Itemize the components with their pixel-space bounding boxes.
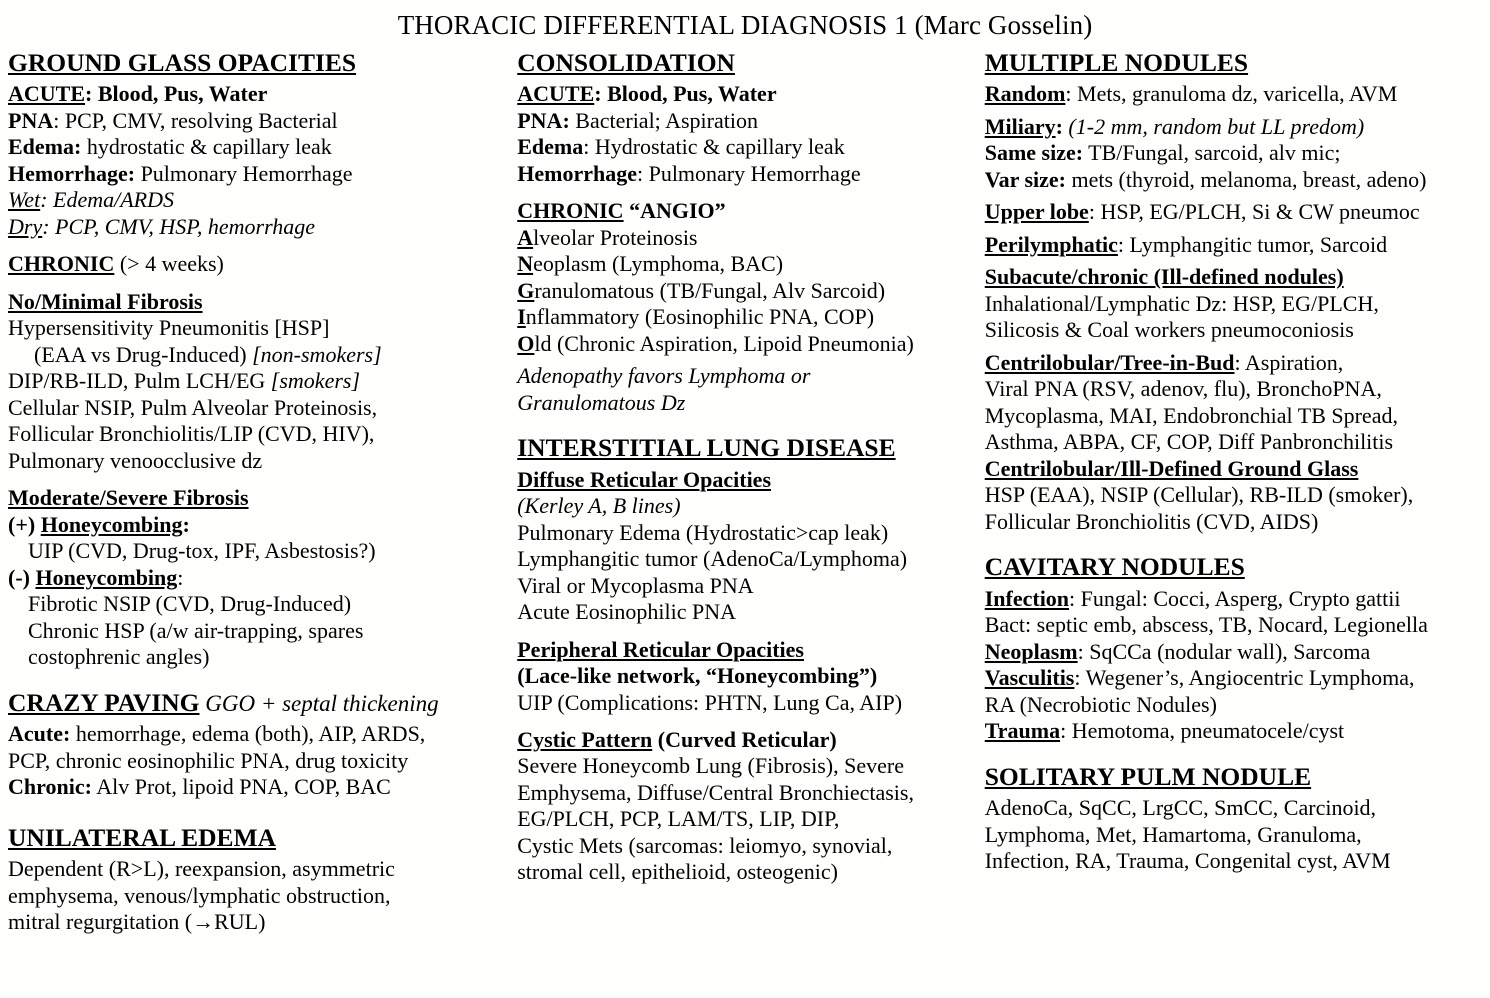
nodules-same-size-line: Same size: TB/Fungal, sarcoid, alv mic; xyxy=(984,140,1341,166)
spacer xyxy=(517,416,978,433)
consolidation-chronic-angio-heading: CHRONIC “ANGIO” xyxy=(517,198,726,224)
cavitary-vasculitis-line2: RA (Necrobiotic Nodules) xyxy=(984,691,1217,717)
centrilobular-tib-detail: Asthma, ABPA, CF, COP, Diff Panbronchilitis xyxy=(984,429,1394,455)
crazy-paving-chronic-line: Chronic: Alv Prot, lipoid PNA, COP, BAC xyxy=(8,774,391,800)
crazy-paving-acute-line: Acute: hemorrhage, edema (both), AIP, ARDS, xyxy=(8,721,426,747)
ggo-chronic-line: CHRONIC (> 4 weeks) xyxy=(8,251,224,277)
solitary-nodule-line: Lymphoma, Met, Hamartoma, Granuloma, xyxy=(984,821,1362,847)
nodules-miliary-line: Miliary: (1-2 mm, random but LL predom) xyxy=(984,113,1365,139)
adenopathy-note-line: Granulomatous Dz xyxy=(517,389,686,415)
spacer xyxy=(8,240,513,251)
section-heading-crazy-paving: CRAZY PAVING GGO + septal thickening xyxy=(8,687,439,717)
cystic-pattern-line: EG/PLCH, PCP, LAM/TS, LIP, DIP, xyxy=(517,806,840,832)
cavitary-vasculitis-line: Vasculitis: Wegener’s, Angiocentric Lymphoma, xyxy=(984,665,1415,691)
spacer xyxy=(8,801,513,823)
crazy-paving-acute-line2: PCP, chronic eosinophilic PNA, drug toxicity xyxy=(8,747,409,773)
angio-item: Inflammatory (Eosinophilic PNA, COP) xyxy=(517,304,875,330)
cavitary-trauma-line: Trauma: Hemotoma, pneumatocele/cyst xyxy=(984,718,1345,744)
spacer xyxy=(8,474,513,485)
unilateral-edema-line: Dependent (R>L), reexpansion, asymmetric xyxy=(8,856,395,882)
fibrosis-line: Hypersensitivity Pneumonitis [HSP] xyxy=(8,315,330,341)
subheading-centrilobular-ground-glass: Centrilobular/Ill-Defined Ground Glass xyxy=(984,455,1359,481)
spacer xyxy=(517,187,978,198)
section-heading-consolidation: CONSOLIDATION xyxy=(517,47,735,77)
three-column-layout xyxy=(8,48,1482,936)
page-title: THORACIC DIFFERENTIAL DIAGNOSIS 1 (Marc Gosselin) xyxy=(397,10,1093,40)
cystic-pattern-line: Emphysema, Diffuse/Central Bronchiectasis, xyxy=(517,779,914,805)
subheading-peripheral-reticular-opacities: Peripheral Reticular Opacities xyxy=(517,636,804,662)
diffuse-reticular-line: Viral or Mycoplasma PNA xyxy=(517,572,754,598)
honeycombing-positive-line: (+) Honeycombing: xyxy=(8,511,190,537)
section-heading-cavitary-nodules: CAVITARY NODULES xyxy=(984,552,1245,582)
adenopathy-note-line: Adenopathy favors Lymphoma or xyxy=(517,363,811,389)
subheading-diffuse-reticular-opacities: Diffuse Reticular Opacities xyxy=(517,466,772,492)
honeycombing-negative-detail: costophrenic angles) xyxy=(28,644,210,670)
cystic-pattern-line: Severe Honeycomb Lung (Fibrosis), Severe xyxy=(517,753,904,779)
spacer xyxy=(985,745,1482,762)
spacer xyxy=(8,278,513,289)
section-heading-solitary-pulm-nodule: SOLITARY PULM NODULE xyxy=(984,761,1312,791)
cavitary-neoplasm-line: Neoplasm: SqCCa (nodular wall), Sarcoma xyxy=(984,638,1371,664)
subheading-subacute-chronic: Subacute/chronic (Ill-defined nodules) xyxy=(984,264,1344,290)
section-heading-ground-glass-opacities: GROUND GLASS OPACITIES xyxy=(8,47,357,77)
nodules-perilymphatic-line: Perilymphatic: Lymphangitic tumor, Sarcoid xyxy=(984,231,1388,257)
nodules-upper-lobe-line: Upper lobe: HSP, EG/PLCH, Si & CW pneumoc xyxy=(984,199,1420,225)
peripheral-reticular-subtitle: (Lace-like network, “Honeycombing”) xyxy=(517,663,878,689)
centrilobular-tib-detail: Viral PNA (RSV, adenov, flu), BronchoPNA, xyxy=(984,376,1382,402)
diffuse-reticular-line: Acute Eosinophilic PNA xyxy=(517,599,736,625)
subheading-moderate-severe-fibrosis: Moderate/Severe Fibrosis xyxy=(8,485,249,511)
section-heading-interstitial-lung-disease: INTERSTITIAL LUNG DISEASE xyxy=(517,433,896,463)
spacer xyxy=(985,535,1482,552)
section-heading-multiple-nodules: MULTIPLE NODULES xyxy=(984,47,1249,77)
consolidation-hemorrhage-line: Hemorrhage: Pulmonary Hemorrhage xyxy=(517,160,861,186)
cavitary-bact-line: Bact: septic emb, abscess, TB, Nocard, Legionella xyxy=(984,612,1428,638)
diffuse-reticular-line: Lymphangitic tumor (AdenoCa/Lymphoma) xyxy=(517,546,908,572)
column-consolidation xyxy=(517,48,984,886)
ggo-pna-line: PNA: PCP, CMV, resolving Bacterial xyxy=(8,107,338,133)
column-ground-glass xyxy=(8,48,517,936)
ggo-dry-line: Dry: PCP, CMV, HSP, hemorrhage xyxy=(8,213,315,239)
spacer xyxy=(517,716,978,727)
subheading-cystic-pattern: Cystic Pattern (Curved Reticular) xyxy=(517,727,837,753)
subacute-chronic-line: Silicosis & Coal workers pneumoconiosis xyxy=(984,317,1354,343)
unilateral-edema-line: emphysema, venous/lymphatic obstruction, xyxy=(8,882,391,908)
honeycombing-negative-detail: Fibrotic NSIP (CVD, Drug-Induced) xyxy=(28,591,352,617)
peripheral-reticular-line: UIP (Complications: PHTN, Lung Ca, AIP) xyxy=(517,689,903,715)
honeycombing-negative-line: (-) Honeycombing: xyxy=(8,564,184,590)
honeycombing-negative-detail: Chronic HSP (a/w air-trapping, spares xyxy=(28,617,364,643)
spacer xyxy=(517,626,978,637)
ggo-hemorrhage-line: Hemorrhage: Pulmonary Hemorrhage xyxy=(8,160,353,186)
solitary-nodule-line: AdenoCa, SqCC, LrgCC, SmCC, Carcinoid, xyxy=(984,795,1377,821)
section-heading-unilateral-edema: UNILATERAL EDEMA xyxy=(8,822,277,852)
angio-item: Granulomatous (TB/Fungal, Alv Sarcoid) xyxy=(517,277,886,303)
spacer xyxy=(8,671,513,688)
angio-item: Old (Chronic Aspiration, Lipoid Pneumonia) xyxy=(517,330,914,356)
ggo-acute-line: ACUTE: Blood, Pus, Water xyxy=(8,81,268,107)
fibrosis-line: Cellular NSIP, Pulm Alveolar Proteinosis, xyxy=(8,394,378,420)
unilateral-edema-line: mitral regurgitation (→RUL) xyxy=(8,909,266,935)
consolidation-pna-line: PNA: Bacterial; Aspiration xyxy=(517,107,758,133)
centrilobular-tib-detail: Mycoplasma, MAI, Endobronchial TB Spread, xyxy=(984,402,1398,428)
fibrosis-line: Pulmonary venoocclusive dz xyxy=(8,447,263,473)
centrilobular-gg-detail: Follicular Bronchiolitis (CVD, AIDS) xyxy=(984,508,1319,534)
fibrosis-line: Follicular Bronchiolitis/LIP (CVD, HIV), xyxy=(8,421,375,447)
honeycombing-positive-detail: UIP (CVD, Drug-tox, IPF, Asbestosis?) xyxy=(28,538,376,564)
cavitary-infection-line: Infection: Fungal: Cocci, Asperg, Crypto gattii xyxy=(984,585,1401,611)
centrilobular-tree-in-bud-line: Centrilobular/Tree-in-Bud: Aspiration, xyxy=(984,349,1344,375)
ggo-edema-line: Edema: hydrostatic & capillary leak xyxy=(8,134,332,160)
cystic-pattern-line: stromal cell, epithelioid, osteogenic) xyxy=(517,859,838,885)
subacute-chronic-line: Inhalational/Lymphatic Dz: HSP, EG/PLCH, xyxy=(984,290,1379,316)
nodules-var-size-line: Var size: mets (thyroid, melanoma, breast, adeno) xyxy=(984,166,1427,192)
consolidation-edema-line: Edema: Hydrostatic & capillary leak xyxy=(517,134,845,160)
nodules-random-line: Random: Mets, granuloma dz, varicella, AVM xyxy=(984,81,1398,107)
fibrosis-eaa-line: (EAA vs Drug-Induced) [non-smokers] xyxy=(34,341,382,367)
kerley-lines-note: (Kerley A, B lines) xyxy=(517,493,681,519)
subheading-no-minimal-fibrosis: No/Minimal Fibrosis xyxy=(8,288,203,314)
angio-item: Alveolar Proteinosis xyxy=(517,224,698,250)
angio-item: Neoplasm (Lymphoma, BAC) xyxy=(517,251,784,277)
consolidation-acute-line: ACUTE: Blood, Pus, Water xyxy=(517,81,777,107)
fibrosis-dip-line: DIP/RB-ILD, Pulm LCH/EG [smokers] xyxy=(8,368,361,394)
solitary-nodule-line: Infection, RA, Trauma, Congenital cyst, AVM xyxy=(984,848,1391,874)
diffuse-reticular-line: Pulmonary Edema (Hydrostatic>cap leak) xyxy=(517,519,889,545)
cystic-pattern-line: Cystic Mets (sarcomas: leiomyo, synovial, xyxy=(517,832,893,858)
column-nodules xyxy=(985,48,1482,875)
ggo-wet-line: Wet: Edema/ARDS xyxy=(8,187,174,213)
centrilobular-gg-detail: HSP (EAA), NSIP (Cellular), RB-ILD (smoker), xyxy=(984,482,1414,508)
